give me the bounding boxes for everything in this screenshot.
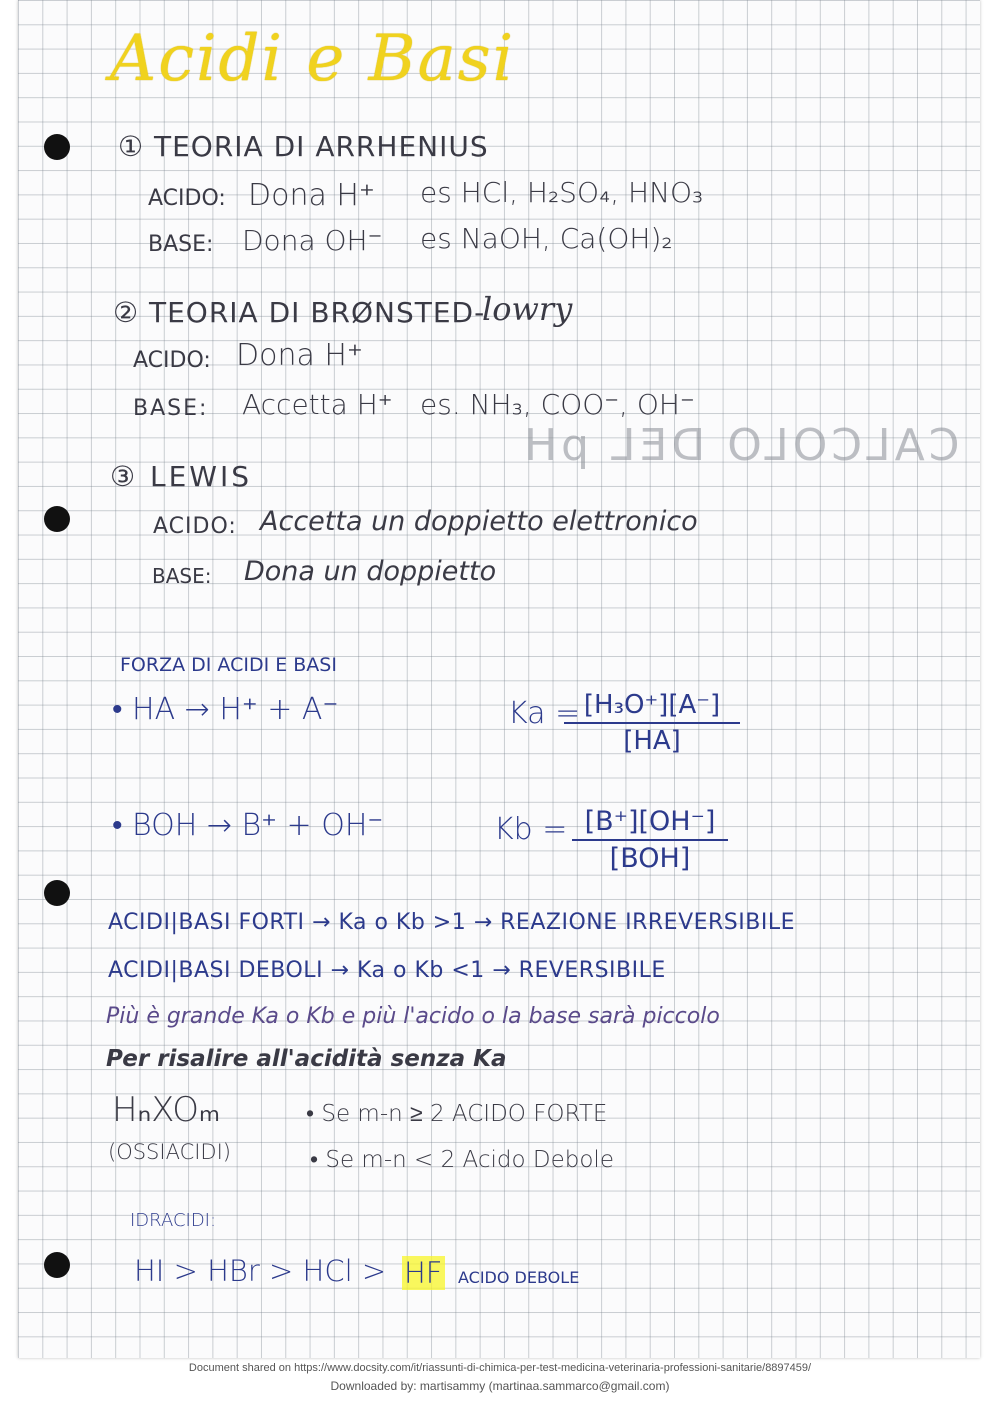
weak-acids-rule: ACIDI|BASI DEBOLI → Ka o Kb <1 → REVERSIBILE (108, 958, 666, 983)
binder-hole (44, 506, 70, 532)
arrhenius-heading: ① TEORIA DI ARRHENIUS (118, 130, 489, 163)
lewis-acid-text: Accetta un doppietto elettronico (260, 506, 698, 537)
kb-denominator: [BOH] (609, 843, 691, 874)
ossiacidi-strong-rule: • Se m-n ≥ 2 ACIDO FORTE (306, 1101, 608, 1127)
arrhenius-acid-example: es HCl, H₂SO₄, HNO₃ (420, 176, 704, 209)
kb-label: Kb = (494, 812, 568, 847)
kb-fraction (572, 806, 728, 874)
arrhenius-base-label: BASE: (148, 232, 214, 257)
binder-hole (44, 880, 70, 906)
idracidi-series: HI > HBr > HCl > (134, 1254, 387, 1288)
footer-shared-link: Document shared on https://www.docsity.com/it/riassunti-di-chimica-per-test-medicina-veterinaria-professioni-sanitarie/8897459/ (188, 1362, 812, 1374)
binder-hole (44, 1252, 70, 1278)
ka-fraction (564, 690, 740, 756)
lewis-heading: ③ LEWIS (110, 460, 253, 493)
ka-label: Ka = (508, 696, 581, 731)
idracidi-heading: IDRACIDI: (130, 1210, 217, 1231)
strong-acids-rule: ACIDI|BASI FORTI → Ka o Kb >1 → REAZIONE IRREVERSIBILE (108, 910, 795, 935)
ka-numerator: [H₃O⁺][A⁻] (564, 690, 740, 724)
bronsted-base-example: es. NH₃, COO⁻, OH⁻ (420, 388, 695, 421)
footer-downloaded-by: Downloaded by: martisammy (martinaa.sammarco@gmail.com) (330, 1379, 670, 1393)
weak-acid-note: ACIDO DEBOLE (458, 1268, 580, 1287)
forza-heading: FORZA DI ACIDI E BASI (120, 654, 337, 676)
arrhenius-acid-text: Dona H⁺ (248, 178, 375, 213)
arrhenius-base-text: Dona OH⁻ (242, 224, 383, 257)
kb-numerator: [B⁺][OH⁻] (572, 806, 728, 841)
bronsted-acid-label: ACIDO: (133, 348, 211, 373)
base-dissociation: • BOH → B⁺ + OH⁻ (112, 808, 384, 843)
ghost-text: CALCOLO DEL pH (520, 420, 960, 471)
ossiacidi-weak-rule: • Se m-n < 2 Acido Debole (310, 1147, 614, 1173)
ossiacidi-label: (OSSIACIDI) (108, 1140, 231, 1164)
ka-denominator: [HA] (623, 726, 681, 756)
hf-highlight: HF (404, 1256, 443, 1290)
bronsted-base-text: Accetta H⁺ (242, 388, 393, 421)
binder-hole (44, 134, 70, 160)
bronsted-base-label: BASE: (133, 396, 209, 421)
arrhenius-base-example: es NaOH, Ca(OH)₂ (420, 222, 673, 255)
bronsted-acid-text: Dona H⁺ (236, 338, 363, 373)
acid-dissociation: • HA → H⁺ + A⁻ (112, 692, 339, 727)
page-title: Acidi e Basi (110, 22, 516, 96)
ossiacidi-formula: HₙXOₘ (112, 1090, 221, 1130)
lewis-base-text: Dona un doppietto (244, 556, 497, 587)
lewis-base-label: BASE: (152, 564, 212, 588)
ka-size-note: Più è grande Ka o Kb e più l'acido o la base sarà piccolo (106, 1004, 720, 1029)
arrhenius-acid-label: ACIDO: (148, 186, 226, 211)
lewis-acid-label: ACIDO: (153, 514, 237, 539)
bronsted-heading-tail: lowry (482, 290, 573, 328)
acidity-heading: Per risalire all'acidità senza Ka (106, 1046, 507, 1072)
bronsted-heading: ② TEORIA DI BRØNSTED- (113, 296, 486, 329)
